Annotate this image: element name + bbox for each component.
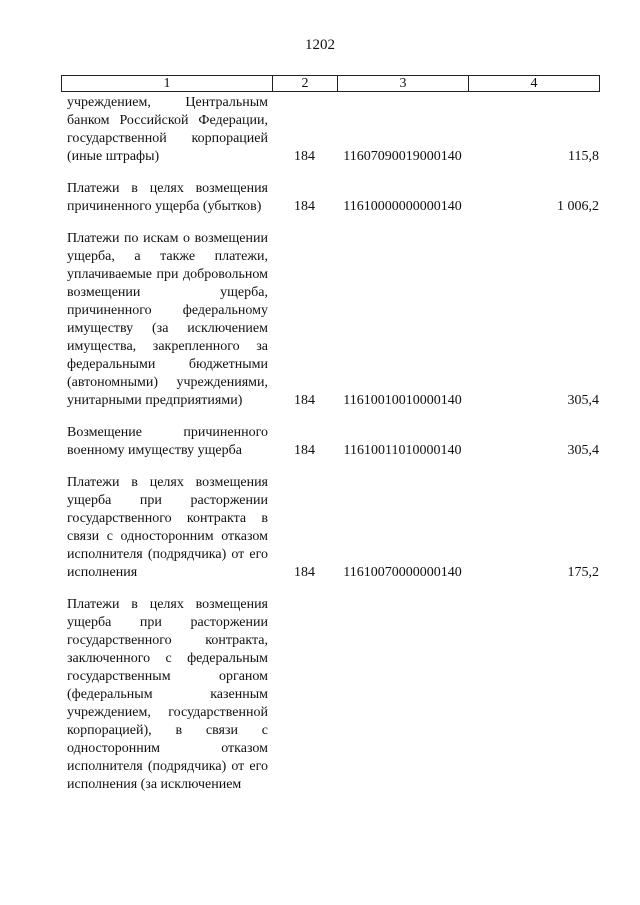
row-revenue-code [337,596,468,794]
row-revenue-code: 11607090019000140 [343,149,462,164]
row-admin-code: 184 [294,199,315,214]
table-row [61,180,599,216]
row-admin-code: 184 [294,149,315,164]
table-row [61,94,599,166]
row-description: Платежи по искам о возмещении ущерба, а также платежи, уплачиваемые при добровольном возмещении ущерба, причиненного федеральному имуществу (за исключением имущества, закрепленного за федеральными бюджетными (автономными) учреждениями, унитарными предприятиями) [67,231,268,408]
row-description: Платежи в целях возмещения ущерба при расторжении государственного контракта в связи с односторонним отказом исполнителя (подрядчика) от его исполнения [67,475,268,580]
row-description-cell [61,94,272,166]
row-revenue-code: 11610011010000140 [343,443,462,458]
table-row [61,424,599,460]
row-description: Платежи в целях возмещения причиненного ущерба (убытков) [67,181,268,214]
table-row [61,596,599,794]
row-revenue-code: 11610010010000140 [343,393,462,408]
row-gap [61,166,599,180]
header-col-2: 2 [273,76,338,92]
row-amount [468,596,599,794]
row-gap [61,582,599,596]
row-admin-code: 184 [294,393,315,408]
row-revenue-code: 11610070000000140 [343,565,462,580]
row-admin-code [272,596,337,794]
row-amount: 115,8 [568,149,599,164]
table-row [61,230,599,410]
row-gap [61,410,599,424]
row-amount: 1 006,2 [557,199,599,214]
row-revenue-code: 11610000000000140 [343,199,462,214]
row-amount: 305,4 [567,393,599,408]
row-description: учреждением, Центральным банком Российской Федерации, государственной корпорацией (иные штрафы) [67,95,268,164]
table-row [61,474,599,582]
header-col-3: 3 [338,76,469,92]
header-row [62,76,600,92]
row-description-cell [61,180,272,216]
row-description-cell [61,230,272,410]
row-description-cell [61,596,272,794]
row-admin-code: 184 [294,443,315,458]
row-description: Платежи в целях возмещения ущерба при расторжении государственного контракта, заключенного с федеральным государственным органом (федеральным казенным учреждением, государственной корпорацией), в связи с односторонним отказом исполнителя (подрядчика) от его исполнения (за исключением [67,597,268,792]
row-admin-code: 184 [294,565,315,580]
row-description-cell [61,474,272,582]
row-description-cell [61,424,272,460]
row-description: Возмещение причиненного военному имуществу ущерба [67,425,268,458]
row-gap [61,216,599,230]
table-header [61,75,600,92]
row-amount: 305,4 [567,443,599,458]
header-col-4: 4 [469,76,600,92]
budget-table [61,94,599,794]
header-col-1: 1 [62,76,273,92]
row-gap [61,460,599,474]
row-amount: 175,2 [567,565,599,580]
page-number: 1202 [305,37,335,53]
